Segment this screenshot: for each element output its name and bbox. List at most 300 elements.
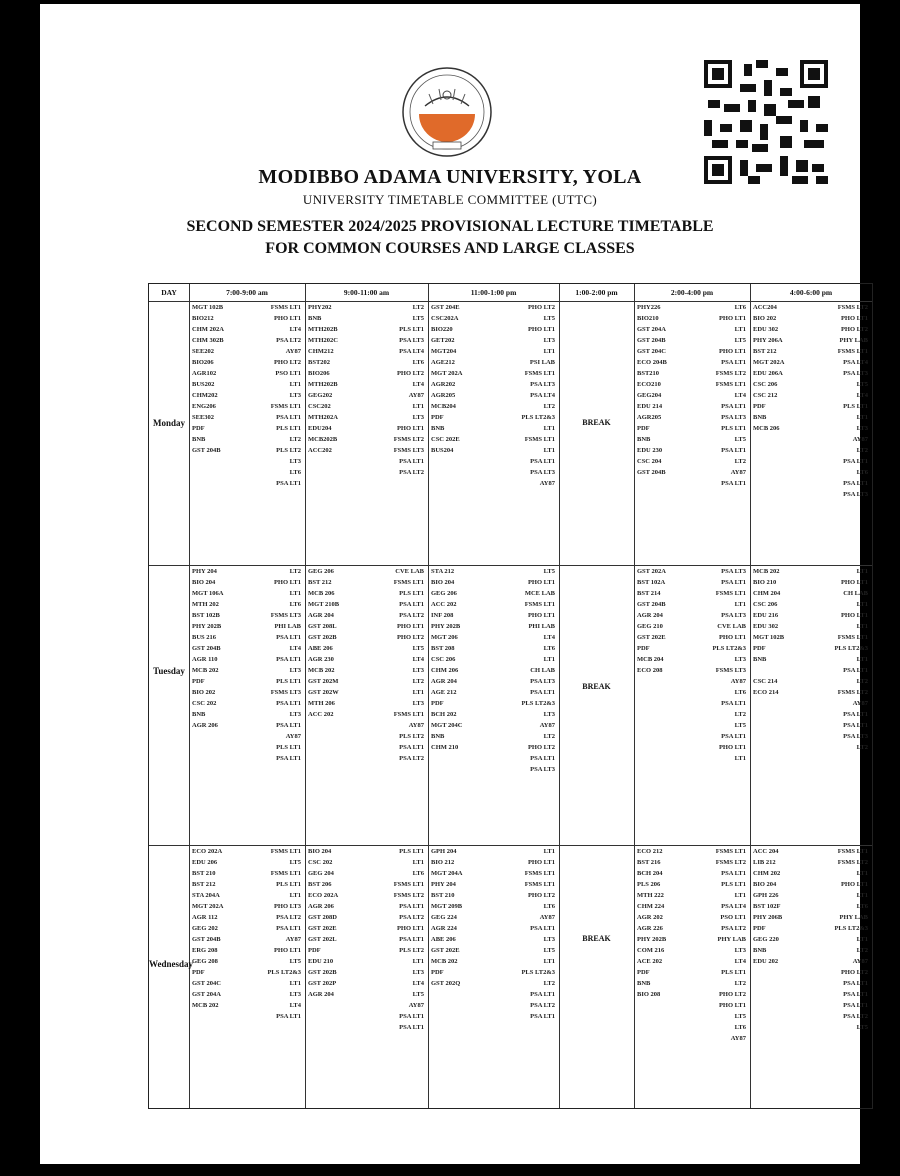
venue: PHO LT1 [273,315,301,322]
course-entry [189,720,305,731]
course-code: MCB 204 [637,656,664,663]
venue: LT3 [289,711,301,718]
venue: AY87 [852,700,868,707]
course-entry [305,978,428,989]
course-code: MTH 222 [637,892,664,899]
venue: LT2 [856,678,868,685]
course-entry [428,390,559,401]
venue: PHO LT3 [273,903,301,910]
venue: FSMS LT1 [393,711,424,718]
venue: PHO LT2 [840,969,868,976]
course-entry [305,698,428,709]
course-code: PHY 202B [637,936,667,943]
venue: FSMS LT1 [270,848,301,855]
venue: PHO LT1 [527,859,555,866]
course-code: AGR 226 [637,925,663,932]
venue: PSI LAB [529,359,555,366]
course-entry [189,566,305,577]
course-code: CHM212 [308,348,334,355]
course-entry [750,731,872,742]
course-entry [428,324,559,335]
timetable-title-line2: FOR COMMON COURSES AND LARGE CLASSES [265,240,635,257]
break-label-wednesday: BREAK [582,934,611,943]
course-code: AGR 204 [637,612,663,619]
venue: PSA LT1 [276,656,301,663]
course-code: AGR 110 [192,656,218,663]
course-code: GST 202E [308,925,337,932]
venue: LT1 [543,656,555,663]
course-entry [189,857,305,868]
course-code: PDF [637,645,650,652]
course-code: MGT 209B [431,903,463,910]
course-code: MGT 202A [192,903,224,910]
venue: PSA LT1 [721,579,746,586]
venue: PHO LT1 [273,947,301,954]
course-entry [750,868,872,879]
course-entry [428,890,559,901]
venue: PSA LT2 [843,1013,868,1020]
venue: FSMS LT2 [715,859,746,866]
course-entry [634,346,750,357]
course-entry [428,720,559,731]
venue: LT3 [543,711,555,718]
venue: PLS LT2&3 [712,645,746,652]
venue: LT1 [856,568,868,575]
course-entry [428,445,559,456]
timetable-title-line1: SECOND SEMESTER 2024/2025 PROVISIONAL LECTURE TIMETABLE [186,218,714,235]
course-entry [305,879,428,890]
break-label-monday: BREAK [582,418,611,427]
venue: PLS LT1 [276,425,301,432]
course-entry [428,912,559,923]
venue: PHO LT1 [527,326,555,333]
course-entry [428,1000,559,1011]
course-code: BST 210 [192,870,216,877]
course-code: SEE302 [192,414,215,421]
venue: AY87 [730,1035,746,1042]
course-entry [189,577,305,588]
course-entry [189,390,305,401]
course-code: GST 204C [637,348,666,355]
venue: FSMS LT1 [270,870,301,877]
venue: PSA LT3 [399,337,424,344]
venue: LT5 [734,1013,746,1020]
venue: LT1 [412,403,424,410]
course-entry [305,588,428,599]
venue: PLS LT2&3 [834,925,868,932]
course-code: CSC 202 [308,859,333,866]
venue: PSA LT1 [276,1013,301,1020]
venue: PLS LT2&3 [521,969,555,976]
venue: LT4 [289,1002,301,1009]
venue: PLS LT1 [399,590,424,597]
course-entry [750,566,872,577]
course-code: PHY226 [637,304,661,311]
course-code: CHM 206 [431,667,459,674]
header-slot-11am: 11:00-1:00 pm [470,288,517,297]
course-code: GST 204B [192,936,221,943]
course-code: GEG204 [637,392,662,399]
course-code: AGR 202 [637,914,663,921]
venue: LT4 [734,958,746,965]
venue: LT5 [412,315,424,322]
course-code: ECO210 [637,381,661,388]
course-entry [428,879,559,890]
course-entry [189,967,305,978]
course-entry [634,1033,750,1044]
course-entry [428,423,559,434]
course-entry [428,709,559,720]
course-code: MCB 206 [308,590,335,597]
course-entry [189,412,305,423]
course-code: PDF [308,947,321,954]
venue: FSMS LT1 [837,348,868,355]
course-code: BUS 216 [192,634,217,641]
course-code: AGR 224 [431,925,457,932]
venue: PSO LT1 [275,370,301,377]
venue: LT6 [289,469,301,476]
course-code: ENG206 [192,403,216,410]
venue: PSA LT1 [399,601,424,608]
course-entry [750,621,872,632]
course-code: BIO220 [431,326,453,333]
venue: CVE LAB [395,568,424,575]
venue: PLS LT1 [276,881,301,888]
venue: PHI LAB [528,623,555,630]
schedule-cell-wednesday-slot-6 [750,846,872,1033]
course-code: MTH 202 [192,601,219,608]
venue: PHY LAB [839,914,868,921]
course-entry [750,632,872,643]
venue: PSA LT1 [843,1002,868,1009]
course-entry [428,698,559,709]
course-code: BUS204 [431,447,454,454]
course-entry [428,923,559,934]
venue: PHI LAB [274,623,301,630]
venue: PHO LT1 [273,579,301,586]
course-entry [305,401,428,412]
course-entry [428,967,559,978]
course-entry [428,643,559,654]
venue: PSA LT1 [530,755,555,762]
venue: PHO LT1 [718,744,746,751]
course-code: ECO 202A [192,848,223,855]
schedule-cell-tuesday-slot-1 [189,566,305,764]
course-code: STA 204A [192,892,220,899]
header-slot-4pm: 4:00-6:00 pm [789,288,833,297]
course-entry [428,357,559,368]
course-code: CSC 206 [431,656,456,663]
course-entry [428,412,559,423]
course-entry [634,676,750,687]
course-entry [189,945,305,956]
course-code: PHY 204 [192,568,217,575]
course-entry [750,846,872,857]
course-entry [634,654,750,665]
course-entry [634,989,750,1000]
venue: PSA LT1 [721,403,746,410]
course-code: EDU 216 [753,612,779,619]
timetable-document [40,4,868,1164]
course-code: PHY 206B [753,914,783,921]
course-code: AGR 230 [308,656,334,663]
course-entry [189,445,305,456]
course-entry [750,346,872,357]
venue: PHO LT2 [396,370,424,377]
course-entry [634,934,750,945]
course-code: GST 204A [192,991,221,998]
course-code: CSC202 [308,403,331,410]
course-code: ACC204 [753,304,777,311]
course-code: GST 204E [431,304,460,311]
venue: LT2 [543,980,555,987]
venue: LT6 [289,601,301,608]
course-entry [305,868,428,879]
course-entry [305,967,428,978]
venue: PSA LT1 [276,414,301,421]
course-code: GEG 206 [431,590,457,597]
course-code: BIO 204 [308,848,332,855]
venue: FSMS LT1 [524,436,555,443]
course-entry [189,379,305,390]
venue: LT1 [543,425,555,432]
course-code: CSC 214 [753,678,778,685]
course-code: BNB [753,947,767,954]
venue: FSMS LT1 [393,881,424,888]
course-code: AGR 204 [431,678,457,685]
course-code: GEG 206 [308,568,334,575]
course-code: GST 204B [192,645,221,652]
venue: PSA LT1 [843,458,868,465]
venue: PSA LT3 [721,612,746,619]
course-entry [750,313,872,324]
course-entry [750,588,872,599]
course-entry [634,1022,750,1033]
course-entry [634,687,750,698]
course-code: ABE 206 [308,645,333,652]
course-entry [189,588,305,599]
course-entry [750,890,872,901]
venue: LT1 [856,601,868,608]
course-entry [750,1011,872,1022]
course-entry [634,1011,750,1022]
header-slot-9am: 9:00-11:00 am [343,288,390,297]
venue: PSA LT1 [843,722,868,729]
venue: FSMS LT1 [715,590,746,597]
course-entry [305,956,428,967]
venue: FSMS LT2 [715,370,746,377]
course-entry [750,478,872,489]
venue: PHO LT1 [718,348,746,355]
course-code: GST 202M [308,678,339,685]
course-entry [750,434,872,445]
course-code: MTH 206 [308,700,335,707]
course-entry [634,753,750,764]
course-code: BNB [753,656,767,663]
venue: PSA LT2 [530,1002,555,1009]
course-code: BST 206 [308,881,332,888]
venue: PSA LT1 [721,480,746,487]
course-code: CHM 224 [637,903,665,910]
course-code: PLS 206 [637,881,661,888]
course-code: MCB 206 [753,425,780,432]
venue: FSMS LT2 [837,304,868,311]
venue: FSMS LT3 [393,447,424,454]
course-code: BST 212 [753,348,777,355]
schedule-cell-monday-slot-1 [189,302,305,489]
venue: LT2 [543,403,555,410]
course-entry [634,857,750,868]
course-entry [428,577,559,588]
course-entry [428,335,559,346]
course-entry [634,731,750,742]
venue: PLS LT2 [276,447,301,454]
course-entry [189,731,305,742]
course-entry [634,879,750,890]
venue: PSA LT1 [721,870,746,877]
venue: LT3 [543,337,555,344]
course-code: PHY 204 [431,881,456,888]
course-code: EDU 210 [308,958,334,965]
course-code: BIO210 [637,315,659,322]
course-entry [634,890,750,901]
course-entry [305,577,428,588]
venue: PLS LT1 [276,678,301,685]
course-entry [634,324,750,335]
course-code: GST 202B [308,634,337,641]
course-entry [750,390,872,401]
course-code: ACC 204 [753,848,779,855]
course-entry [305,566,428,577]
course-code: PDF [431,969,444,976]
day-label-monday: Monday [152,418,185,428]
course-code: BNB [192,436,206,443]
venue: PSA LT2 [276,337,301,344]
course-code: AGR 204 [308,612,334,619]
venue: AY87 [852,958,868,965]
venue: LT1 [289,381,301,388]
venue: PHO LT1 [840,881,868,888]
course-entry [189,912,305,923]
venue: FSMS LT1 [524,370,555,377]
course-entry [634,302,750,313]
venue: PSA LT1 [276,722,301,729]
venue: PSA LT1 [530,991,555,998]
course-entry [189,302,305,313]
venue: PLS LT1 [399,326,424,333]
course-code: BIO206 [192,359,214,366]
course-entry [428,945,559,956]
course-entry [750,610,872,621]
course-code: MGT 204C [431,722,463,729]
course-entry [750,687,872,698]
venue: LT6 [412,870,424,877]
course-entry [428,989,559,1000]
venue: PHO LT1 [718,1002,746,1009]
venue: PHO LT1 [527,579,555,586]
course-entry [428,901,559,912]
course-code: CHM202 [192,392,218,399]
course-code: AGR205 [431,392,456,399]
course-entry [189,346,305,357]
course-code: CSC202A [431,315,459,322]
venue: FSMS LT1 [524,601,555,608]
venue: PLS LT2&3 [521,700,555,707]
venue: LT4 [734,392,746,399]
course-entry [189,1000,305,1011]
course-code: CHM 202A [192,326,224,333]
course-entry [305,423,428,434]
course-entry [305,324,428,335]
course-entry [189,687,305,698]
venue: PSA LT1 [721,359,746,366]
course-entry [305,621,428,632]
venue: LT2 [734,711,746,718]
venue: AY87 [539,722,555,729]
venue: LT5 [289,859,301,866]
venue: LT3 [734,947,746,954]
course-entry [428,588,559,599]
course-entry [189,423,305,434]
venue: LT5 [412,991,424,998]
course-entry [634,621,750,632]
course-code: MGT 206 [431,634,458,641]
course-entry [634,923,750,934]
course-entry [428,868,559,879]
course-code: PHY 206A [753,337,783,344]
venue: LT3 [289,667,301,674]
course-code: STA 212 [431,568,455,575]
course-code: GST 202W [308,689,339,696]
course-entry [634,846,750,857]
course-entry [305,357,428,368]
course-entry [305,346,428,357]
course-entry [634,698,750,709]
course-code: BST 216 [637,859,661,866]
venue: AY87 [285,733,301,740]
venue: PSA LT1 [530,458,555,465]
course-entry [305,857,428,868]
course-entry [428,1011,559,1022]
break-label-tuesday: BREAK [582,682,611,691]
venue: LT6 [734,304,746,311]
course-code: MCB 202 [431,958,458,965]
venue: FSMS LT1 [715,848,746,855]
course-code: GEG202 [308,392,333,399]
venue: LT2 [856,947,868,954]
course-entry [428,654,559,665]
course-code: BNB [431,733,445,740]
venue: PSA LT3 [530,381,555,388]
course-entry [428,742,559,753]
venue: LT1 [289,980,301,987]
course-entry [305,335,428,346]
course-code: BNB [308,315,322,322]
course-code: GPH 226 [753,892,779,899]
course-entry [634,956,750,967]
course-entry [305,632,428,643]
course-code: ACC 202 [431,601,457,608]
venue: LT6 [856,469,868,476]
schedule-cell-tuesday-slot-6 [750,566,872,753]
course-entry [428,676,559,687]
course-entry [428,368,559,379]
course-code: CHM 202 [753,870,781,877]
venue: PSA LT2 [721,925,746,932]
course-code: CHM 204 [753,590,781,597]
venue: PSA LT3 [843,491,868,498]
course-code: PDF [753,403,766,410]
